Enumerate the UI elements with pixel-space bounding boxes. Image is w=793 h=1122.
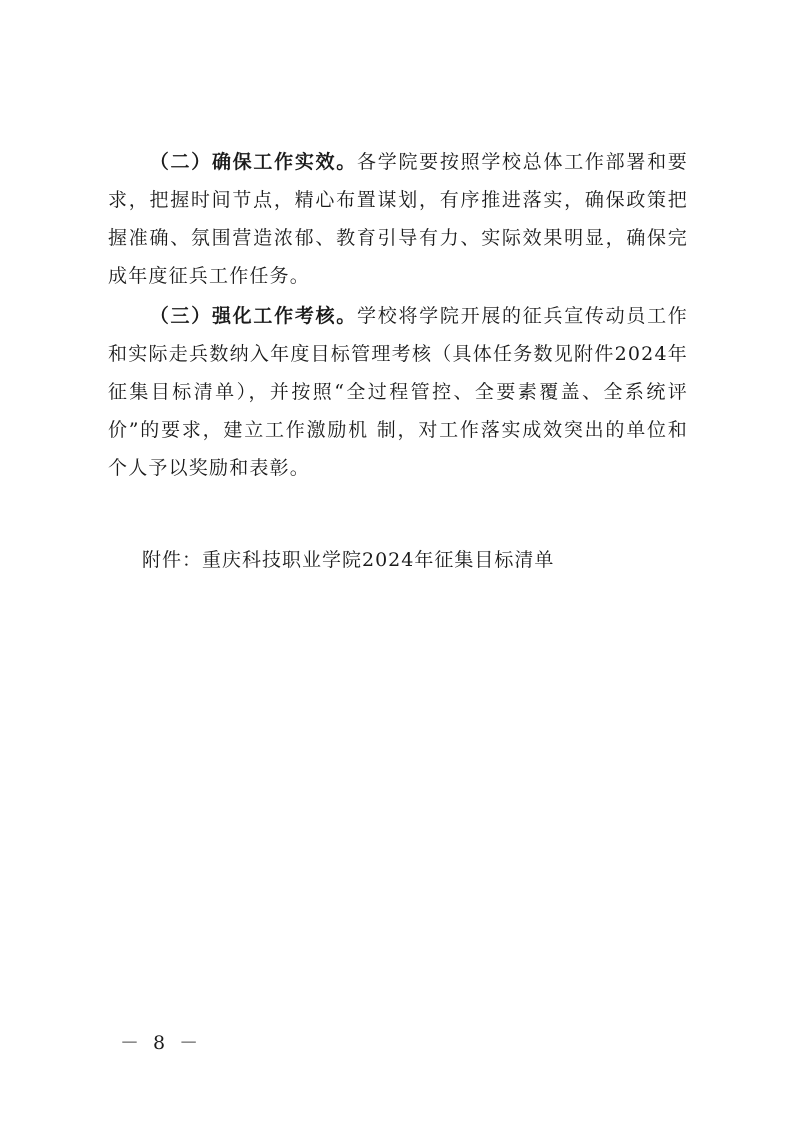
- section-body: 学校将学院开展的征兵宣传动员工作和实际走兵数纳入年度目标管理考核（具体任务数见附件2024年征集目标清单），并按照“全过程管控、全要素覆盖、全系统评价”的要求，建立工作激励机 制，对工作落实成效突出的单位和个人予以奖励和表彰。: [108, 305, 688, 479]
- section-body: 各学院要按照学校总体工作部署和要求，把握时间节点，精心布置谋划，有序推进落实，确保政策把握准确、氛围营造浓郁、教育引导有力、实际效果明显，确保完成年度征兵工作任务。: [108, 151, 688, 287]
- section-heading: （三）强化工作考核。: [149, 305, 357, 327]
- attachment-note: 附件：重庆科技职业学院2024年征集目标清单: [142, 549, 555, 571]
- section-strengthen-assessment: [108, 297, 688, 487]
- section-ensure-effectiveness: [108, 143, 688, 295]
- page-number: － 8 －: [120, 1032, 203, 1054]
- section-heading: （二）确保工作实效。: [149, 151, 357, 173]
